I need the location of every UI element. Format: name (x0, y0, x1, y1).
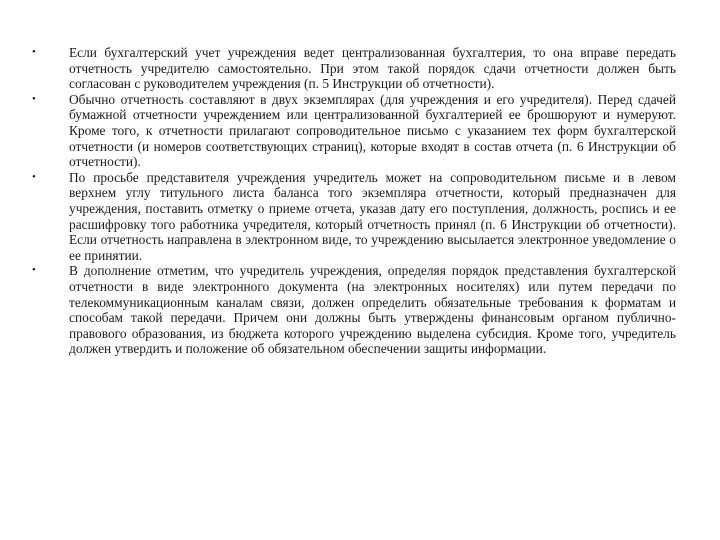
paragraph-text: Обычно отчетность составляют в двух экземплярах (для учреждения и его учредителя). Перед сдачей бумажной отчетности учреждением или централизованной бухгалтерией ее брошюруют и нумеруют. Кроме того, к отчетности прилагают сопроводительное письмо с указанием тех форм бухгалтерской отчетности (и номеров соответствующих страниц), которые входят в состав отчета (п. 6 Инструкции об отчетности). (69, 91, 676, 170)
bullet-icon: • (32, 170, 36, 183)
bullet-icon: • (32, 264, 36, 277)
bullet-item (32, 92, 676, 170)
bullet-icon: • (32, 92, 36, 105)
bullet-item (32, 263, 676, 357)
paragraph-text: Если бухгалтерский учет учреждения ведет централизованная бухгалтерия, то она вправе передать отчетность учредителю самостоятельно. При этом такой порядок сдачи отчетности должен быть согласован с руководителем учреждения (п. 5 Инструкции об отчетности). (69, 45, 676, 92)
bullet-item (32, 45, 676, 92)
bullet-list (32, 45, 676, 357)
bullet-icon: • (32, 46, 36, 58)
paragraph-text: По просьбе представителя учреждения учредитель может на сопроводительном письме и в левом верхнем углу титульного листа баланса того экземпляра отчетности, который предназначен для учреждения, поставить отметку о приеме отчета, указав дату его поступления, должность, роспись и ее расшифровку того работника учредителя, который отчетность принял (п. 6 Инструкции об отчетности). Если отчетность направлена в электронном виде, то учреждению высылается электронное уведомление о ее принятии. (69, 169, 676, 263)
bullet-item (32, 170, 676, 264)
paragraph-text: В дополнение отметим, что учредитель учреждения, определяя порядок представления бухгалтерской отчетности в виде электронного документа (на электронных носителях) или путем передачи по телекоммуникационным каналам связи, должен определить обязательные требования к форматам и способам такой передачи. Причем они должны быть утверждены финансовым органом публично-правового образования, из бюджета которого учреждению выделена субсидия. Кроме того, учредитель должен утвердить и положение об обязательном обеспечении защиты информации. (69, 263, 676, 357)
